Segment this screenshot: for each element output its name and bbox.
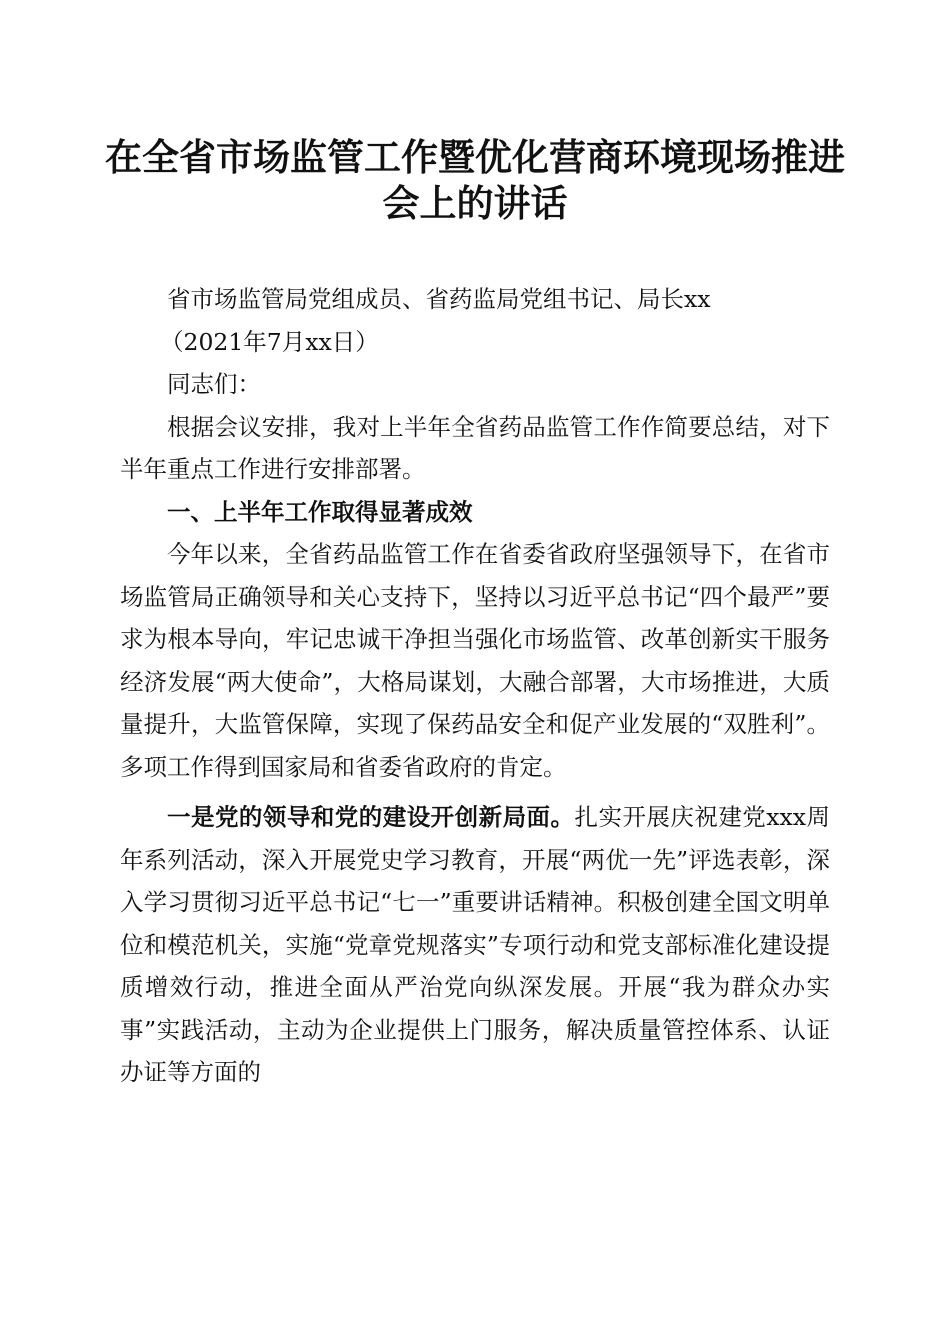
date-line: （2021年7月xx日） <box>160 327 379 356</box>
speaker-line: 省市场监管局党组成员、省药监局党组书记、局长xx <box>167 285 711 313</box>
title-line-2: 会上的讲话 <box>382 181 568 225</box>
title-line-1: 在全省市场监管工作暨优化营商环境现场推进 <box>105 135 845 179</box>
section-heading: 一、上半年工作取得显著成效 <box>167 497 473 526</box>
document-body <box>120 278 830 1094</box>
paragraph-lead-sentence: 一是党的领导和党的建设开创新局面。 <box>167 803 575 831</box>
body-paragraph-lead <box>120 796 830 1094</box>
intro-paragraph: 根据会议安排，我对上半年全省药品监管工作作简要总结，对下半年重点工作进行安排部署。 <box>120 412 830 483</box>
salutation: 同志们： <box>167 370 261 398</box>
body-paragraph: 今年以来，全省药品监管工作在省委省政府坚强领导下，在省市场监管局正确领导和关心支持下，坚持以习近平总书记“四个最严”要求为根本导向，牢记忠诚干净担当强化市场监管、改革创新实干服务经济发展“两大使命”，大格局谋划，大融合部署，大市场推进，大质量提升，大监管保障，实现了保药品安全和促产业发展的“双胜利”。多项工作得到国家局和省委省政府的肯定。 <box>120 540 830 781</box>
paragraph-body-text: 扎实开展庆祝建党xxx周年系列活动，深入开展党史学习教育，开展“两优一先”评选表彰，深入学习贯彻习近平总书记“七一”重要讲话精神。积极创建全国文明单位和模范机关，实施“党章党规落实”专项行动和党支部标准化建设提质增效行动，推进全面从严治党向纵深发展。开展“我为群众办实事”实践活动，主动为企业提供上门服务，解决质量管控体系、认证办证等方面的 <box>120 803 830 1086</box>
document-title <box>100 134 850 226</box>
